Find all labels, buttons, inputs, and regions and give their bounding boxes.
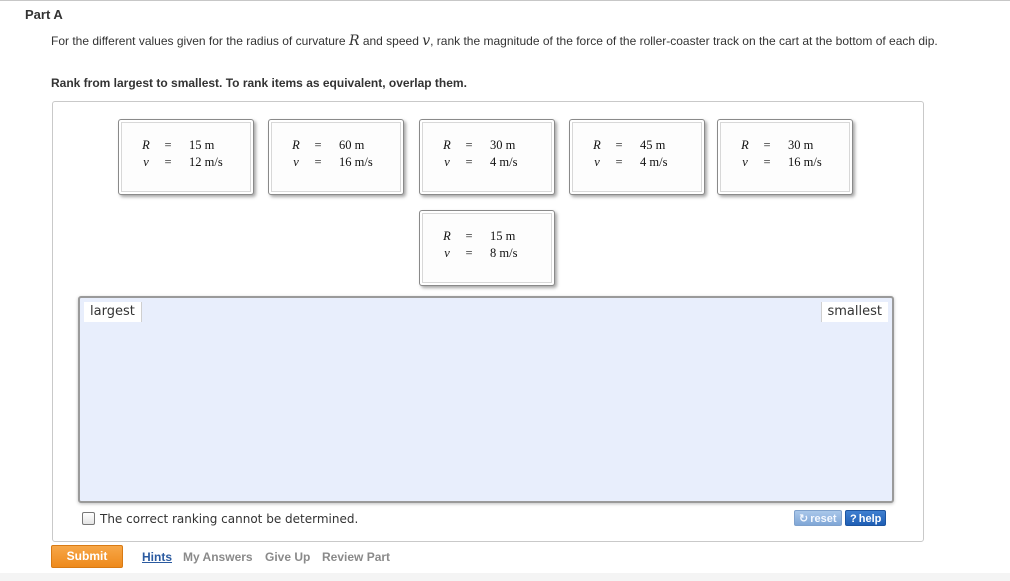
hints-link[interactable]: Hints bbox=[142, 550, 172, 564]
radius-symbol: R bbox=[593, 138, 601, 152]
equals-sign: = bbox=[465, 246, 473, 260]
ranking-card-4[interactable] bbox=[569, 119, 705, 195]
prompt-text-1: For the different values given for the radius of curvature bbox=[51, 34, 349, 48]
ranking-card-5[interactable] bbox=[717, 119, 853, 195]
radius-symbol: R bbox=[142, 138, 150, 152]
card-speed-row bbox=[420, 155, 554, 171]
prompt-text-3: , rank the magnitude of the force of the roller-coaster track on the cart at the bottom of each dip. bbox=[430, 34, 938, 48]
radius-symbol: R bbox=[741, 138, 749, 152]
card-speed-row bbox=[570, 155, 704, 171]
speed-symbol: v bbox=[444, 246, 450, 260]
speed-value: 4 m/s bbox=[640, 155, 668, 169]
ranking-card-2[interactable] bbox=[268, 119, 404, 195]
card-radius-row bbox=[420, 138, 554, 154]
top-divider bbox=[0, 0, 1010, 1]
help-button[interactable] bbox=[845, 510, 886, 526]
equals-sign: = bbox=[615, 138, 623, 152]
equals-sign: = bbox=[465, 138, 473, 152]
my-answers-link[interactable]: My Answers bbox=[183, 550, 253, 564]
radius-value: 30 m bbox=[788, 138, 814, 152]
cannot-determine-label: The correct ranking cannot be determined. bbox=[100, 512, 359, 526]
reset-icon: ↻ bbox=[799, 513, 809, 525]
help-icon: ? bbox=[850, 513, 857, 525]
card-radius-row bbox=[420, 229, 554, 245]
ranking-card-3[interactable] bbox=[419, 119, 555, 195]
cannot-determine-option[interactable] bbox=[82, 511, 358, 527]
help-label: help bbox=[858, 513, 882, 525]
ranking-card-6[interactable] bbox=[419, 210, 555, 286]
prompt-text-2: and speed bbox=[359, 34, 423, 48]
equals-sign: = bbox=[615, 155, 623, 169]
footer-band bbox=[0, 573, 1010, 581]
equals-sign: = bbox=[763, 138, 771, 152]
card-speed-row bbox=[718, 155, 852, 171]
smallest-label: smallest bbox=[821, 302, 889, 322]
speed-symbol: v bbox=[444, 155, 450, 169]
equals-sign: = bbox=[465, 155, 473, 169]
radius-value: 60 m bbox=[339, 138, 365, 152]
card-radius-row bbox=[718, 138, 852, 154]
speed-value: 8 m/s bbox=[490, 246, 518, 260]
part-title: Part A bbox=[25, 7, 63, 22]
radius-symbol: R bbox=[443, 229, 451, 243]
equals-sign: = bbox=[164, 155, 172, 169]
speed-value: 4 m/s bbox=[490, 155, 518, 169]
speed-symbol: v bbox=[742, 155, 748, 169]
card-speed-row bbox=[420, 246, 554, 262]
largest-label: largest bbox=[84, 302, 142, 322]
ranking-card-1[interactable] bbox=[118, 119, 254, 195]
speed-value: 12 m/s bbox=[189, 155, 223, 169]
cannot-determine-checkbox[interactable] bbox=[82, 512, 95, 525]
give-up-link[interactable]: Give Up bbox=[265, 550, 311, 564]
prompt-symbol-R: R bbox=[348, 33, 360, 49]
radius-value: 45 m bbox=[640, 138, 666, 152]
card-radius-row bbox=[119, 138, 253, 154]
ranking-drop-zone[interactable] bbox=[78, 296, 894, 503]
equals-sign: = bbox=[314, 155, 322, 169]
card-speed-row bbox=[119, 155, 253, 171]
card-speed-row bbox=[269, 155, 403, 171]
reset-button[interactable] bbox=[794, 510, 842, 526]
speed-symbol: v bbox=[594, 155, 600, 169]
review-part-link[interactable]: Review Part bbox=[322, 550, 391, 564]
speed-symbol: v bbox=[143, 155, 149, 169]
question-prompt bbox=[51, 34, 996, 49]
card-radius-row bbox=[570, 138, 704, 154]
radius-value: 15 m bbox=[490, 229, 516, 243]
speed-value: 16 m/s bbox=[339, 155, 373, 169]
speed-symbol: v bbox=[293, 155, 299, 169]
radius-value: 15 m bbox=[189, 138, 215, 152]
ranking-instruction: Rank from largest to smallest. To rank items as equivalent, overlap them. bbox=[51, 76, 467, 90]
card-radius-row bbox=[269, 138, 403, 154]
radius-value: 30 m bbox=[490, 138, 516, 152]
equals-sign: = bbox=[314, 138, 322, 152]
radius-symbol: R bbox=[443, 138, 451, 152]
equals-sign: = bbox=[164, 138, 172, 152]
equals-sign: = bbox=[763, 155, 771, 169]
speed-value: 16 m/s bbox=[788, 155, 822, 169]
radius-symbol: R bbox=[292, 138, 300, 152]
reset-label: reset bbox=[810, 513, 837, 525]
equals-sign: = bbox=[465, 229, 473, 243]
prompt-symbol-v: v bbox=[422, 33, 431, 49]
submit-button[interactable]: Submit bbox=[51, 545, 123, 568]
